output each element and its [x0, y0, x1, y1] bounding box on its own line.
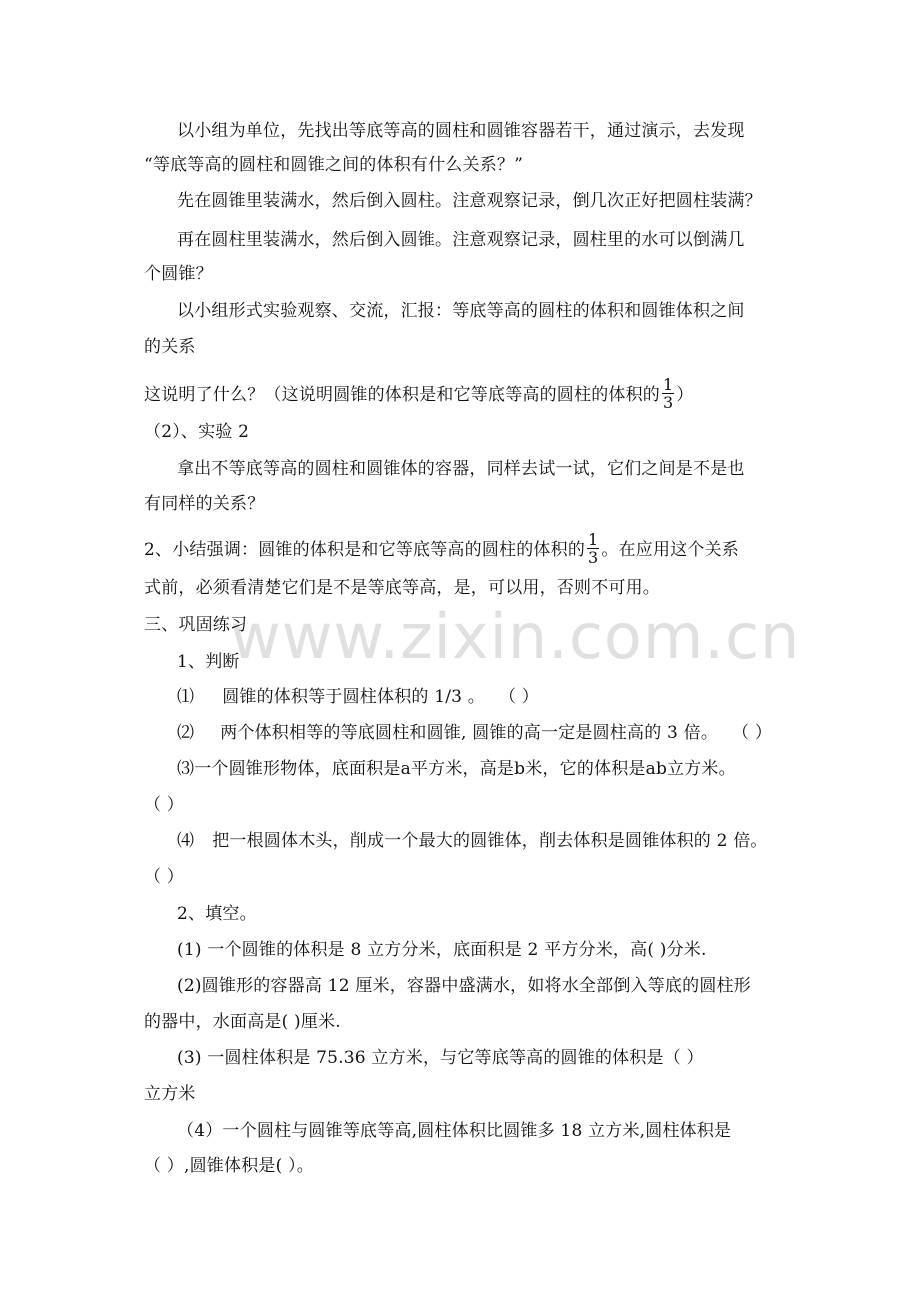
fill-item-4-cont: （ ）,圆锥体积是( ）。 — [144, 1156, 314, 1176]
paragraph-line: 以小组形式实验观察、交流，汇报：等底等高的圆柱的体积和圆锥体积之间 — [177, 301, 745, 321]
judgement-item-3: ⑶一个圆锥形物体，底面积是a平方米，高是b米，它的体积是ab立方米。 — [177, 759, 736, 779]
answer-paren: （ ） — [144, 867, 185, 887]
paragraph-line: 再在圆柱里装满水，然后倒入圆锥。注意观察记录，圆柱里的水可以倒满几 — [177, 230, 745, 250]
paragraph-line: 式前，必须看清楚它们是不是等底等高，是，可以用，否则不可用。 — [144, 578, 660, 598]
line-text: 2、小结强调：圆锥的体积是和它等底等高的圆柱的体积的 — [144, 540, 586, 560]
fill-item-1: (1) 一个圆锥的体积是 8 立方分米，底面积是 2 平方分米，高( )分米. — [177, 940, 707, 960]
line-text: 这说明了什么？（这说明圆锥的体积是和它等底等高的圆柱的体积的 — [144, 385, 660, 405]
item-number: ⑵ — [177, 723, 195, 743]
fill-item-3: (3) 一圆柱体积是 75.36 立方米，与它等底等高的圆锥的体积是（ ） — [177, 1048, 704, 1068]
line-text: 。在应用这个关系 — [601, 540, 740, 560]
item-number: ⑷ — [177, 831, 195, 851]
fill-item-3-cont: 立方米 — [144, 1084, 196, 1104]
item-number: ⑴ — [177, 687, 195, 707]
fraction-one-third — [587, 531, 599, 566]
line-text: ） — [676, 385, 694, 405]
answer-paren: （ ） — [144, 795, 185, 815]
section-heading: 三、巩固练习 — [144, 615, 248, 635]
fraction-one-third — [662, 376, 674, 411]
paragraph-line: 的关系 — [144, 337, 196, 357]
paragraph-line: “等底等高的圆柱和圆锥之间的体积有什么关系？” — [144, 155, 523, 175]
section-heading: （2）、实验 2 — [144, 422, 250, 442]
conclusion-line — [144, 375, 694, 413]
fraction-denominator: 3 — [663, 393, 674, 412]
subsection-heading: 2、填空。 — [177, 904, 257, 924]
item-text: 把一根圆体木头，削成一个最大的圆锥体，削去体积是圆锥体积的 2 倍。 — [212, 831, 768, 851]
fraction-denominator: 3 — [588, 548, 599, 567]
fill-item-2: (2)圆锥形的容器高 12 厘米，容器中盛满水，如将水全部倒入等底的圆柱形 — [177, 976, 751, 996]
item-text: 两个体积相等的等底圆柱和圆锥, 圆锥的高一定是圆柱高的 3 倍。 — [220, 723, 719, 743]
paragraph-line: 先在圆锥里装满水，然后倒入圆柱。注意观察记录，倒几次正好把圆柱装满？ — [177, 191, 762, 211]
item-text: 圆锥的体积等于圆柱体积的 1/3 。 — [222, 687, 485, 707]
fraction-numerator: 1 — [588, 530, 599, 549]
answer-paren: （ ） — [732, 723, 773, 743]
paragraph-line: 拿出不等底等高的圆柱和圆锥体的容器，同样去试一试，它们之间是不是也 — [177, 459, 745, 479]
answer-paren: （ ） — [498, 687, 539, 707]
fill-item-4: （4）一个圆柱与圆锥等底等高,圆柱体积比圆锥多 18 立方米,圆柱体积是 — [177, 1121, 732, 1141]
watermark: www.zixin.com.cn — [230, 600, 801, 673]
paragraph-line: 以小组为单位，先找出等底等高的圆柱和圆锥容器若干，通过演示，去发现 — [177, 121, 745, 141]
fill-item-2-cont: 的器中，水面高是( )厘米. — [144, 1012, 341, 1032]
summary-line — [144, 530, 740, 568]
judgement-item-1 — [177, 686, 539, 708]
judgement-item-4 — [177, 830, 768, 852]
paragraph-line: 有同样的关系？ — [144, 494, 265, 514]
fraction-numerator: 1 — [663, 375, 674, 394]
paragraph-line: 个圆锥？ — [144, 264, 213, 284]
judgement-item-2 — [177, 722, 772, 744]
subsection-heading: 1、判断 — [177, 652, 240, 672]
